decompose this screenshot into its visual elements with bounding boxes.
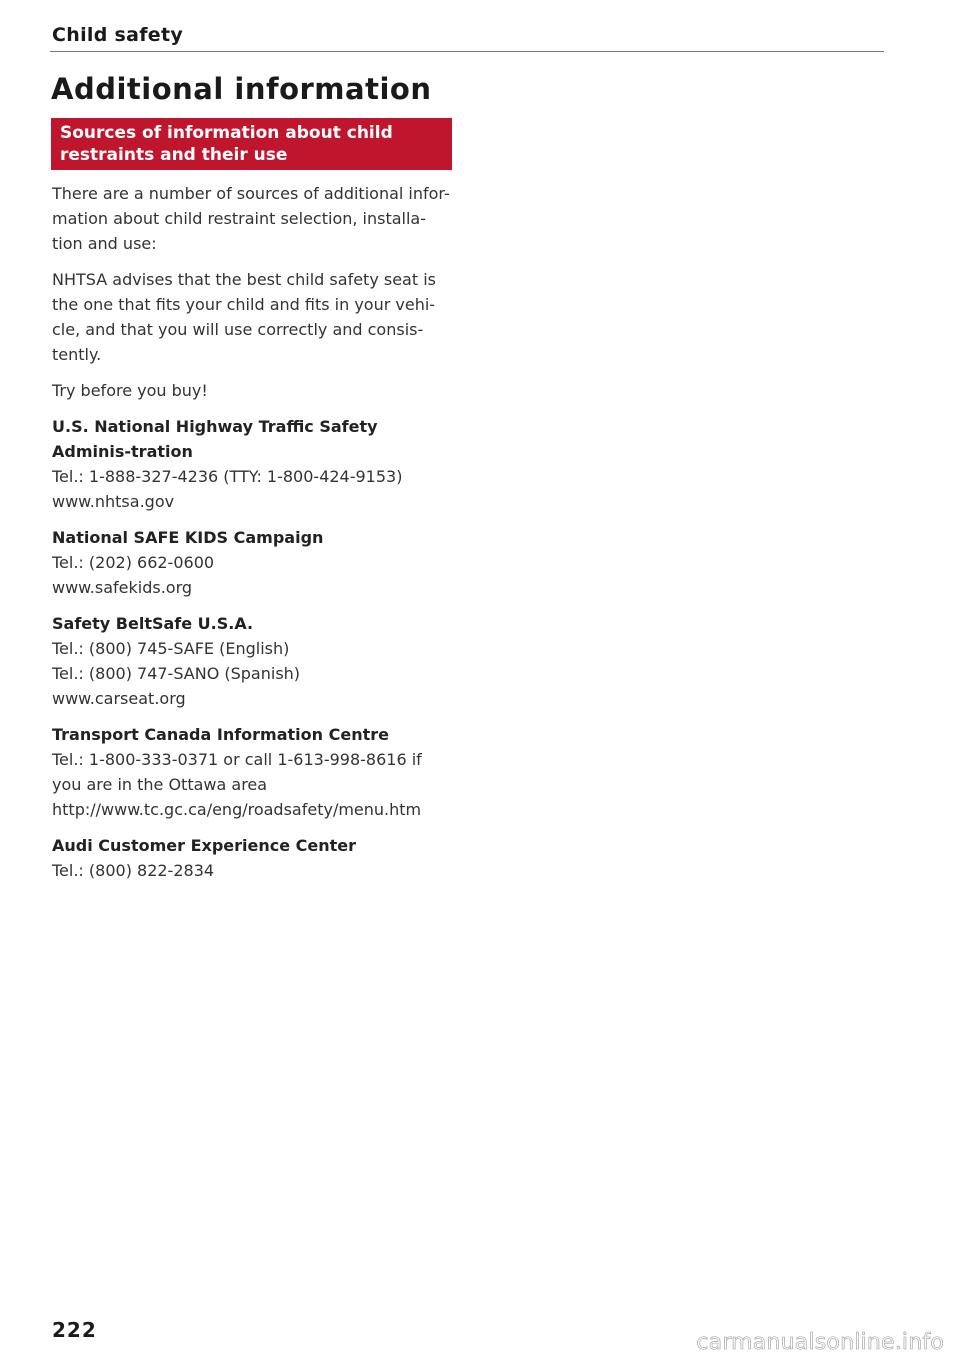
source-phone-spanish: Tel.: (800) 747-SANO (Spanish) [52, 664, 301, 683]
source-url-link[interactable]: www.safekids.org [52, 578, 193, 597]
source-url-link[interactable]: http://www.tc.gc.ca/eng/roadsafety/menu.htm [52, 800, 422, 819]
source-url-link[interactable]: www.carseat.org [52, 689, 186, 708]
section-heading-line-1: Sources of information about child [60, 123, 393, 143]
try-before-buy-paragraph: Try before you buy! [52, 381, 208, 400]
source-phone: Tel.: 1-800-333-0371 or call 1-613-998-8616 if you are in the Ottawa area [52, 750, 422, 794]
source-phone-english: Tel.: (800) 745-SAFE (English) [52, 639, 290, 658]
source-entry-audi [52, 833, 452, 883]
section-heading-line-2: restraints and their use [60, 145, 288, 165]
nhtsa-advice-paragraph: NHTSA advises that the best child safety seat is the one that fits your child and fits in your vehi-cle, and that you will use correctly and consis-tently. [52, 270, 436, 364]
section-heading-box [51, 118, 452, 170]
intro-paragraph: There are a number of sources of additional infor-mation about child restraint selection, installa-tion and use: [52, 184, 450, 253]
source-title: Safety BeltSafe U.S.A. [52, 614, 254, 633]
source-entry-nhtsa [52, 414, 452, 514]
source-phone: Tel.: 1-888-327-4236 (TTY: 1-800-424-9153) [52, 467, 403, 486]
source-entry-transport-canada [52, 722, 452, 822]
source-title: National SAFE KIDS Campaign [52, 528, 324, 547]
source-phone: Tel.: (202) 662-0600 [52, 553, 215, 572]
watermark: carmanualsonline.info [696, 1330, 944, 1355]
source-title: Transport Canada Information Centre [52, 725, 389, 744]
source-entry-beltsafe [52, 611, 452, 711]
running-header: Child safety [52, 24, 184, 46]
source-phone: Tel.: (800) 822-2834 [52, 861, 215, 880]
source-title: U.S. National Highway Traffic Safety Adminis-tration [52, 417, 378, 461]
source-entry-safe-kids [52, 525, 452, 600]
header-divider [50, 51, 884, 52]
page-title: Additional information [51, 72, 432, 106]
main-content [52, 181, 452, 894]
source-url-link[interactable]: www.nhtsa.gov [52, 492, 175, 511]
page-number: 222 [52, 1318, 97, 1342]
source-title: Audi Customer Experience Center [52, 836, 357, 855]
